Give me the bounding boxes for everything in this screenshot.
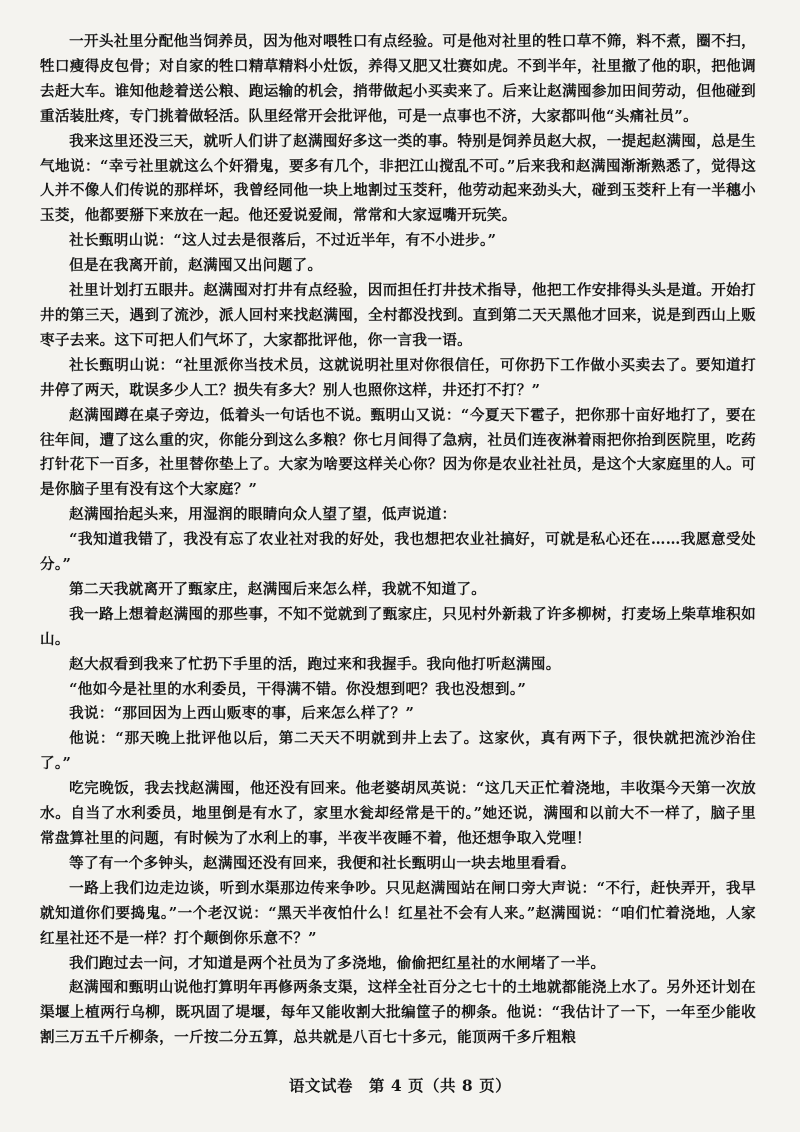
article-body [40,30,756,1051]
paragraph: 赵满囤抬起头来，用湿润的眼睛向众人望了望，低声说道： [69,506,457,524]
paragraph: 社长甄明山说：“这人过去是很落后，不过近半年，有不小进步。” [69,232,497,250]
paragraph: 吃完晚饭，我去找赵满囤，他还没有回来。他老婆胡凤英说：“这几天正忙着浇地，丰收渠今天第一次放水。自当了水利委员，地里倒是有水了，家里水瓮却经常是干的。”她还说，满囤和以前大不一样了，脑子里常盘算社里的问题，有时候为了水利上的事，半夜半夜睡不着，他还想争取入党哩！ [40,780,756,847]
paragraph: “我知道我错了，我没有忘了农业社对我的好处，我也想把农业社搞好，可就是私心还在……我愿意受处分。” [40,531,756,574]
paragraph: 赵大叔看到我来了忙扔下手里的活，跑过来和我握手。我向他打听赵满囤。 [69,655,561,673]
page-footer: 语文试卷 第 4 页（共 8 页） [288,1076,512,1095]
paragraph: 社长甄明山说：“社里派你当技术员，这就说明社里对你很信任，可你扔下工作做小买卖去了。要知道打井停了两天，耽误多少人工？损失有多大？别人也照你这样，井还打不打？” [40,356,756,399]
paragraph: 我来这里还没三天，就听人们讲了赵满囤好多这一类的事。特别是饲养员赵大叔，一提起赵满囤，总是生气地说：“幸亏社里就这么个奸猾鬼，要多有几个，非把江山搅乱不可。”后来我和赵满囤渐渐熟悉了，觉得这人并不像人们传说的那样坏，我曾经同他一块上地割过玉茭秆，他劳动起来劲头大，碰到玉茭秆上有一半穗小玉茭，他都要掰下来放在一起。他还爱说爱闹，常常和大家逗嘴开玩笑。 [40,132,756,225]
paragraph: 我们跑过去一问，才知道是两个社员为了多浇地，偷偷把红星社的水闸堵了一半。 [69,954,606,972]
paragraph: 一路上我们边走边谈，听到水渠那边传来争吵。只见赵满囤站在闸口旁大声说：“不行，赶快弄开，我早就知道你们要捣鬼。”一个老汉说：“黑天半夜怕什么！红星社不会有人来。”赵满囤说：“咱们忙着浇地，人家红星社还不是一样？打个颠倒你乐意不？” [40,879,756,947]
paragraph: 但是在我离开前，赵满囤又出问题了。 [69,257,323,275]
paragraph: 等了有一个多钟头，赵满囤还没有回来，我便和社长甄明山一块去地里看看。 [69,854,576,872]
paragraph: 社里计划打五眼井。赵满囤对打井有点经验，因而担任打井技术指导，他把工作安排得头头是道。开始打井的第三天，遇到了流沙，派人回村来找赵满囤，全村都没找到。直到第二天天黑他才回来，说是到西山上贩枣子去来。这下可把人们气坏了，大家都批评他，你一言我一语。 [40,282,756,349]
paragraph: 赵满囤和甄明山说他打算明年再修两条支渠，这样全社百分之七十的土地就都能浇上水了。另外还计划在渠堰上植两行乌柳，既巩固了堤堰，每年又能收割大批编筐子的柳条。他说：“我估计了一下，一年至少能收割三万五千斤柳条，一斤按二分五算，总共就是八百七十多元，能顶两千多斤粗粮 [40,979,756,1047]
paragraph: 一开头社里分配他当饲养员，因为他对喂牲口有点经验。可是他对社里的牲口草不筛，料不煮，圈不扫，牲口瘦得皮包骨；对自家的牲口精草精料小灶饭，养得又肥又壮赛如虎。不到半年，社里撤了他的职，把他调去赶大车。谁知他趁着送公粮、跑运输的机会，捎带做起小买卖来了。后来让赵满囤参加田间劳动，但他碰到重活装肚疼，专门挑着做轻活。队里经常开会批评他，可是一点事也不济，大家都叫他“头痛社员”。 [40,33,756,125]
paragraph: 我一路上想着赵满囤的那些事，不知不觉就到了甄家庄，只见村外新栽了许多柳树，打麦场上柴草堆积如山。 [40,605,756,648]
paragraph: 赵满囤蹲在桌子旁边，低着头一句话也不说。甄明山又说：“今夏天下雹子，把你那十亩好地打了，要在往年间，遭了这么重的灾，你能分到这么多粮？你七月间得了急病，社员们连夜淋着雨把你抬到医院里，吃药打针花下一百多，社里替你垫上了。大家为啥要这样关心你？因为你是农业社社员，是这个大家庭里的人。可是你脑子里有没有这个大家庭？” [40,406,756,499]
paragraph: 第二天我就离开了甄家庄，赵满囤后来怎么样，我就不知道了。 [69,580,487,598]
paragraph: “他如今是社里的水利委员，干得满不错。你没想到吧？我也没想到。” [69,680,527,698]
paragraph: 我说：“那回因为上西山贩枣的事，后来怎么样了？” [69,705,415,723]
paragraph: 他说：“那天晚上批评他以后，第二天天不明就到井上去了。这家伙，真有两下子，很快就把流沙治住了。” [40,730,756,773]
